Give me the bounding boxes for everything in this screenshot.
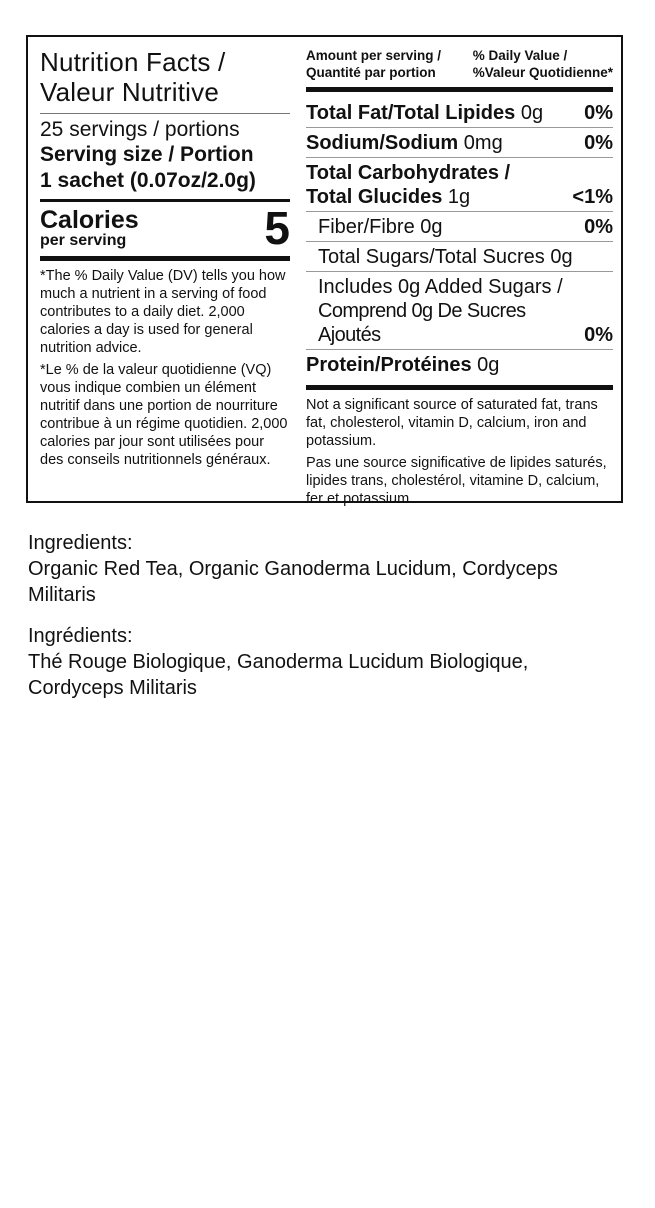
label-left-column xyxy=(28,37,298,501)
nutrient-name: Total Fat/Total Lipides xyxy=(306,102,516,124)
nutrient-dv: 0% xyxy=(584,102,613,124)
servings-count: 25 servings / portions xyxy=(40,118,240,141)
nutrient-amount: 1g xyxy=(447,186,471,208)
header-dv-en: % Daily Value / xyxy=(472,48,568,63)
calories-sub: per serving xyxy=(40,232,127,249)
nutrient-row-fiber xyxy=(306,212,613,241)
divider xyxy=(306,385,613,390)
label-title-fr: Valeur Nutritive xyxy=(40,77,220,107)
nutrient-dv: <1% xyxy=(572,186,613,208)
ingredients-fr xyxy=(28,623,628,701)
nutrient-row-fat xyxy=(306,98,613,127)
nutrient-name: Fiber/Fibre xyxy=(318,216,415,238)
divider xyxy=(40,256,290,261)
calories-label: Calories xyxy=(40,206,139,234)
nutrient-amount: 0mg xyxy=(463,132,503,154)
serving-size-line-1: Serving size / Portion xyxy=(40,143,254,166)
ingredients-en-title: Ingredients: xyxy=(28,532,133,554)
divider xyxy=(306,87,613,92)
amount-header xyxy=(306,47,613,81)
ingredients-fr-text: Thé Rouge Biologique, Ganoderma Lucidum Biologique, Cordyceps Militaris xyxy=(28,651,529,699)
nutrient-row-carbs xyxy=(306,158,613,211)
header-amount-en: Amount per serving / xyxy=(306,48,442,63)
nutrient-name-2: Total Glucides xyxy=(306,186,443,208)
calories-row xyxy=(40,202,290,254)
nutrient-amount: 0g xyxy=(550,246,573,268)
nutrient-row-added-sugars xyxy=(306,272,613,349)
header-amount-fr: Quantité par portion xyxy=(306,65,436,80)
nutrient-amount: 0g xyxy=(477,354,500,376)
footnote-fr: *Le % de la valeur quotidienne (VQ) vous indique combien un élément nutritif dans une portion de nourriture contribue à un régime quotidien. 2,000 calories par jour sont utilisées pour des conseils nutritionnels généraux. xyxy=(40,362,288,468)
ingredients-en-text: Organic Red Tea, Organic Ganoderma Lucidum, Cordyceps Militaris xyxy=(28,558,558,606)
nutrient-row-sugars xyxy=(306,242,613,271)
nutrient-dv: 0% xyxy=(584,132,613,154)
nutrient-name-2: Comprend 0g De Sucres Ajoutés xyxy=(318,300,526,346)
calories-value: 5 xyxy=(264,202,290,254)
serving-size-line-2: 1 sachet (0.07oz/2.0g) xyxy=(40,169,256,192)
nutrient-name: Includes 0g Added Sugars / xyxy=(318,276,563,298)
nutrient-row-protein xyxy=(306,350,613,379)
nutrient-dv: 0% xyxy=(584,216,613,238)
nutrition-facts-label xyxy=(26,35,623,507)
nutrient-name: Sodium/Sodium xyxy=(306,132,459,154)
ingredients-en xyxy=(28,530,628,608)
nutrient-name: Total Carbohydrates / xyxy=(306,162,511,184)
note-fr: Pas une source significative de lipides saturés, lipides trans, cholestérol, vitamine D, calcium, fer et potassium. xyxy=(306,455,607,507)
footnote-en: *The % Daily Value (DV) tells you how much a nutrient in a serving of food contributes to a daily diet. 2,000 calories a day is used for general nutrition advice. xyxy=(40,268,286,356)
divider xyxy=(40,199,290,202)
nutrient-amount: 0g xyxy=(520,102,544,124)
nutrient-amount: 0g xyxy=(420,216,443,238)
note-en: Not a significant source of saturated fat, trans fat, cholesterol, vitamin D, calcium, iron and potassium. xyxy=(306,397,598,449)
label-right-column xyxy=(298,37,621,507)
label-title-en: Nutrition Facts / xyxy=(40,47,226,77)
nutrient-name: Total Sugars/Total Sucres xyxy=(318,246,545,268)
divider xyxy=(40,113,290,114)
ingredients-fr-title: Ingrédients: xyxy=(28,625,133,647)
nutrient-row-sodium xyxy=(306,128,613,157)
nutrient-name: Protein/Protéines xyxy=(306,354,472,376)
nutrient-dv: 0% xyxy=(584,324,613,346)
header-dv-fr: %Valeur Quotidienne* xyxy=(472,65,613,80)
